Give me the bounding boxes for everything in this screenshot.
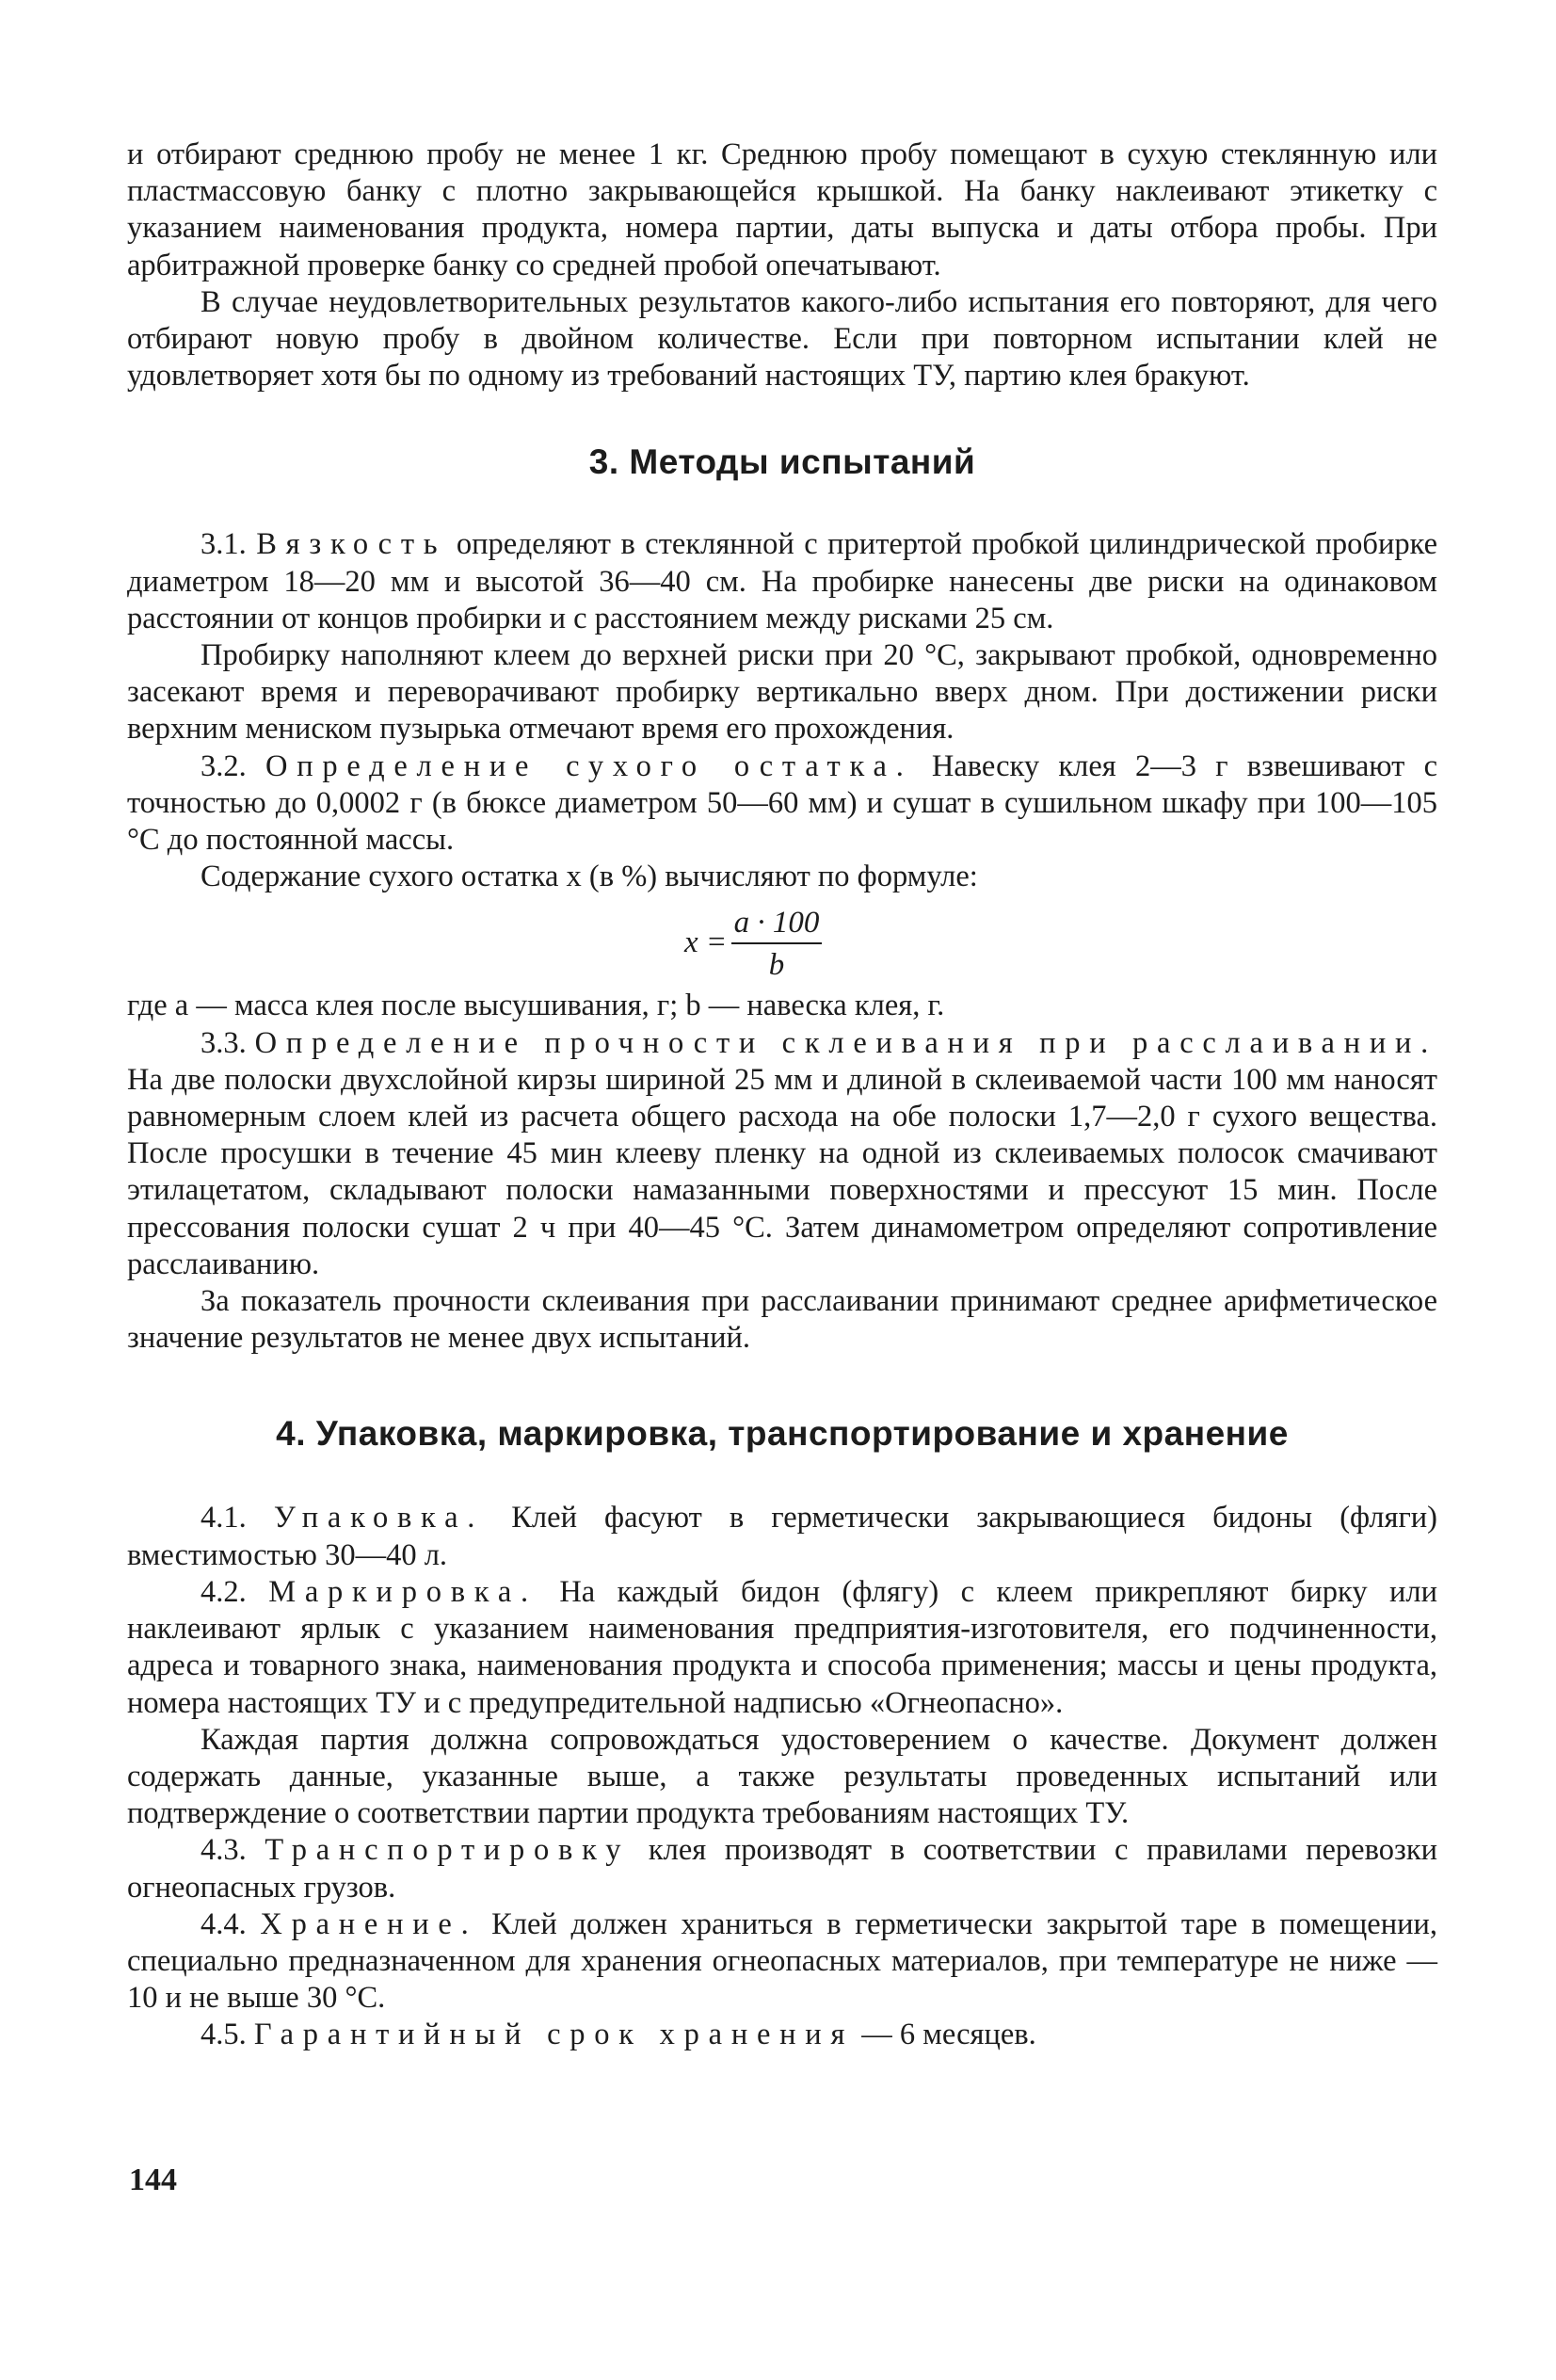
formula-denominator: b <box>768 948 785 983</box>
clause-number: 3.1. <box>201 527 247 562</box>
clause-term: Определение прочности склеивания при расслаивании. <box>254 1025 1437 1060</box>
clause-text: Клей фасуют в герметически закрывающиеся бидоны (фляги) вместимостью 30—40 л. <box>127 1501 1438 1572</box>
page-content <box>127 137 1437 2054</box>
section-4-heading: 4. Упаковка, маркировка, транспортирование и хранение <box>276 1414 1289 1454</box>
clause-text: Навеску клея 2—3 г взвешивают с точностью до 0,0002 г (в бюксе диаметром 50—60 мм) и сушат в сушильном шкафу при 100—105 °С до постоянной массы. <box>127 748 1437 858</box>
clause-text: На каждый бидон (флягу) с клеем прикрепляют бирку или наклеивают ярлык с указанием наименования предприятия-изготовителя, его подчиненности, адреса и товарного знака, наименования продукта и способа применения; массы и цены продукта, номера настоящих ТУ и с предупредительной надписью «Огнеопасно». <box>127 1574 1438 1720</box>
dry-residue-formula <box>127 905 1437 986</box>
page-number: 144 <box>129 2163 177 2197</box>
formula-numerator: a · 100 <box>733 906 820 941</box>
clause-text: определяют в стеклянной с притертой пробкой цилиндрической пробирке диаметром 18—20 мм и высотой 36—40 см. На пробирке нанесены две риски на одинаковом расстоянии от концов пробирки и с расстоянием между рисками 25 см. <box>127 527 1437 635</box>
clause-3-1 <box>127 526 1437 637</box>
clause-term: Транспортировку <box>265 1833 631 1868</box>
clause-number: 4.4. <box>201 1906 247 1941</box>
clause-text: — 6 месяцев. <box>854 2018 1036 2052</box>
clause-4-3 <box>127 1832 1437 1906</box>
clause-term: Упаковка. <box>273 1501 485 1536</box>
clause-term: Определение сухого остатка. <box>265 748 913 783</box>
clause-4-1 <box>127 1500 1437 1573</box>
formula-intro: Содержание сухого остатка x (в %) вычисляют по формуле: <box>201 860 978 894</box>
clause-text: На две полоски двухслойной кирзы шириной 25 мм и длиной в склеиваемой части 100 мм наносят равномерным слоем клей из расчета общего расхода на обе полоски 1,7—2,0 г сухого вещества. После просушки в течение 45 мин клееву пленку на одной из склеиваемых полосок смачивают этилацетатом, складывают полоски намазанными поверхностями и прессуют 15 мин. После прессования полоски сушат 2 ч при 40—45 °С. Затем динамометром определяют сопротивление расслаиванию. <box>127 1062 1437 1281</box>
clause-4-2-continued: Каждая партия должна сопровождаться удостоверением о качестве. Документ должен содержать данные, указанные выше, а также результаты проведенных испытаний или подтверждение о соответствии партии продукта требованиям настоящих ТУ. <box>127 1722 1437 1831</box>
clause-3-3 <box>127 1025 1437 1283</box>
clause-3-3-continued: За показатель прочности склеивания при расслаивании принимают среднее арифметическое значение результатов не менее двух испытаний. <box>127 1284 1437 1356</box>
clause-number: 3.3. <box>201 1025 247 1060</box>
clause-text: Клей должен храниться в герметически закрытой таре в помещении, специально предназначенном для хранения огнеопасных материалов, при температуре не ниже —10 и не выше 30 °С. <box>127 1906 1437 2016</box>
intro-paragraph-1: и отбирают среднюю пробу не менее 1 кг. Среднюю пробу помещают в сухую стеклянную или пластмассовую банку с плотно закрывающейся крышкой. На банку наклеивают этикетку с указанием наименования продукта, номера партии, даты выпуска и даты отбора пробы. При арбитражной проверке банку со средней пробой опечатывают. <box>127 137 1437 282</box>
clause-number: 4.5. <box>201 2018 247 2052</box>
intro-paragraph-2: В случае неудовлетворительных результатов какого-либо испытания его повторяют, для чего отбирают новую пробу в двойном количестве. Если при повторном испытании клей не удовлетворяет хотя бы по одному из требований настоящих ТУ, партию клея бракуют. <box>127 284 1437 394</box>
clause-3-1-continued: Пробирку наполняют клеем до верхней риски при 20 °С, закрывают пробкой, одновременно засекают время и переворачивают пробирку вертикально вверх дном. При достижении риски верхним мениском пузырька отмечают время его прохождения. <box>127 638 1437 747</box>
clause-term: Вязкость <box>256 527 447 562</box>
formula-legend: где a — масса клея после высушивания, г; b — навеска клея, г. <box>127 989 945 1023</box>
clause-number: 4.3. <box>201 1833 247 1868</box>
clause-term: Маркировка. <box>268 1574 537 1609</box>
clause-text: клея производят в соответствии с правилами перевозки огнеопасных грузов. <box>127 1833 1437 1905</box>
clause-4-2 <box>127 1574 1437 1722</box>
clause-number: 4.1. <box>201 1501 247 1536</box>
formula-fraction <box>731 905 822 982</box>
clause-term: Гарантийный срок хранения <box>253 2018 855 2052</box>
clause-4-4 <box>127 1906 1437 2018</box>
clause-3-2 <box>127 748 1437 860</box>
fraction-bar <box>731 942 822 944</box>
clause-4-5 <box>127 2017 1437 2053</box>
clause-number: 4.2. <box>201 1574 247 1609</box>
clause-term: Хранение. <box>260 1906 478 1941</box>
section-3-heading: 3. Методы испытаний <box>588 442 976 482</box>
clause-number: 3.2. <box>201 748 247 783</box>
formula-lhs: x = <box>684 925 728 960</box>
